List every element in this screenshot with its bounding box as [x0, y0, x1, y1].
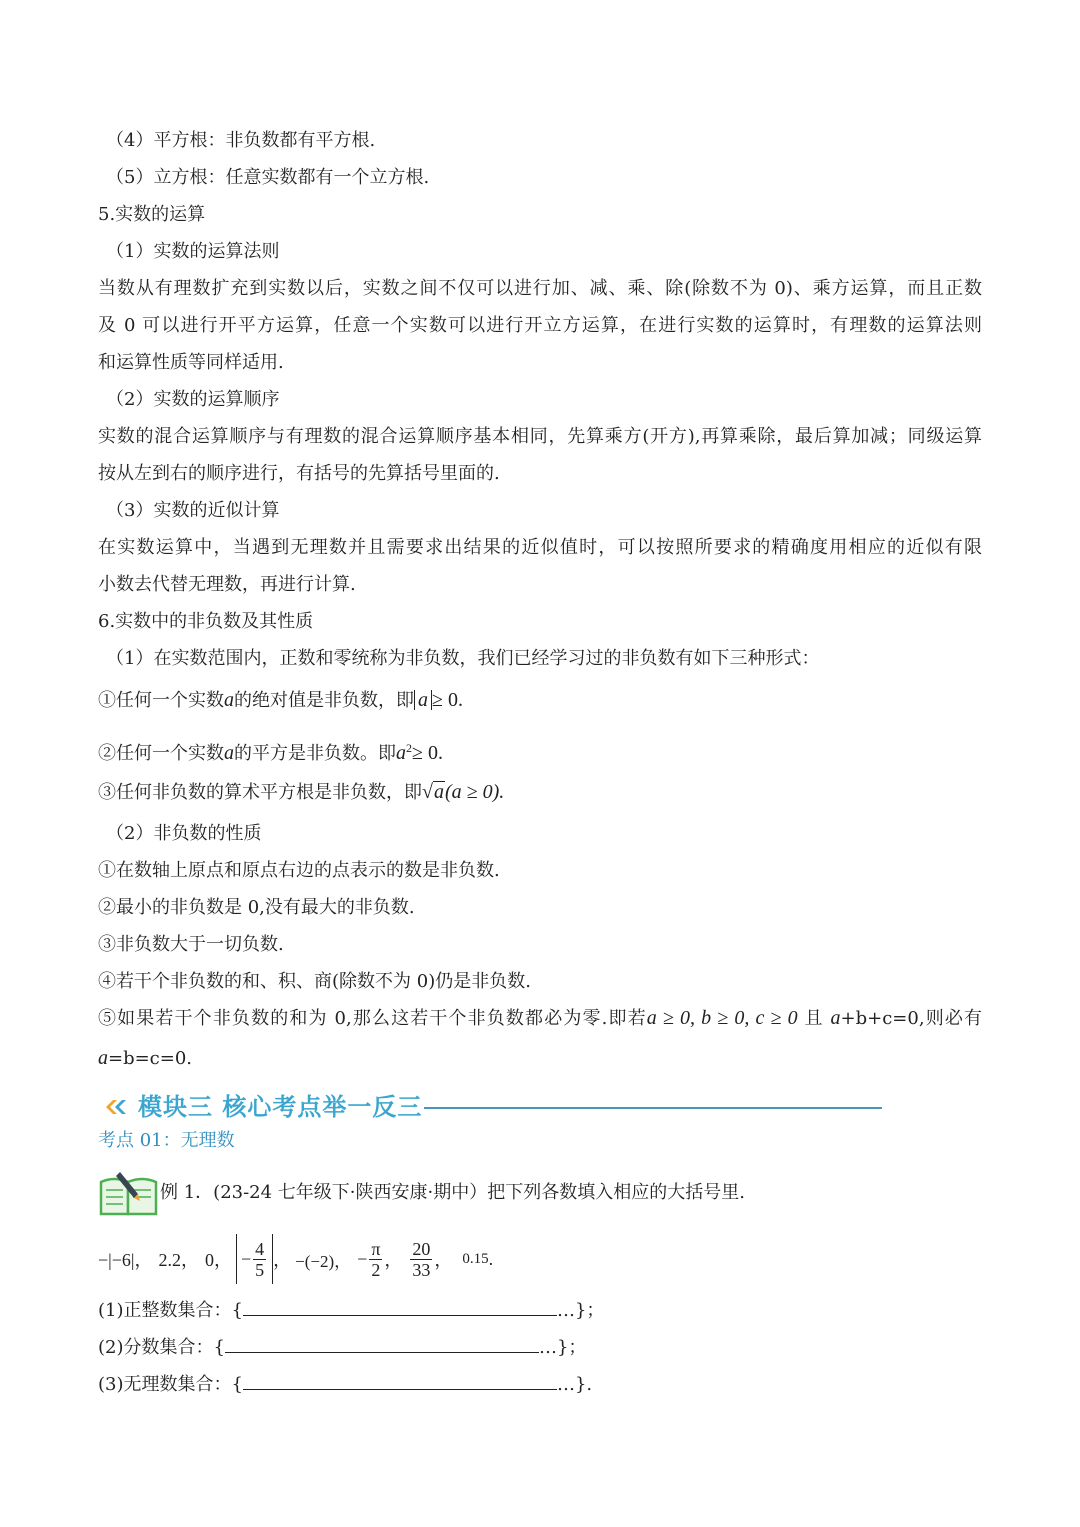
- separator: ，: [273, 1250, 292, 1270]
- formula-line: [98, 1040, 192, 1077]
- math-var: a: [224, 689, 234, 711]
- formula-line: [98, 682, 463, 719]
- book-icon: [98, 1168, 160, 1218]
- section-heading: [104, 1090, 784, 1126]
- fraction: [369, 1239, 382, 1280]
- text-line: （5）立方根：任意实数都有一个立方根.: [106, 167, 430, 188]
- text: 且: [804, 1008, 824, 1029]
- number: 2.2，: [158, 1250, 200, 1270]
- abs-value: a: [414, 690, 432, 710]
- set-label: (2)分数集合：{: [98, 1337, 225, 1358]
- paragraph-line: 在实数运算中，当遇到无理数并且需要求出结果的近似值时，可以按照所要求的精确度用相应的近似有限: [98, 537, 982, 558]
- text: =b=c=0.: [108, 1048, 193, 1069]
- set-label: (1)正整数集合：{: [98, 1300, 243, 1321]
- period: .: [488, 1248, 494, 1269]
- sign: −: [357, 1248, 368, 1269]
- number-list: [98, 1232, 493, 1286]
- sqrt-radicand: a: [433, 781, 444, 803]
- numerator: 20: [412, 1238, 431, 1259]
- text-line: ③非负数大于一切负数.: [98, 934, 284, 955]
- math-ineq: ≥ 0.: [412, 742, 443, 764]
- text: ③任何非负数的算术平方根是非负数，即: [98, 782, 422, 803]
- text-line: ①在数轴上原点和原点右边的点表示的数是非负数.: [98, 860, 500, 881]
- subsection-heading: 5.实数的运算: [98, 204, 206, 225]
- paragraph-line: 小数去代替无理数，再进行计算.: [98, 574, 356, 595]
- abs-fraction: [236, 1234, 273, 1284]
- sqrt-icon: √: [422, 781, 433, 803]
- text: 的平方是非负数。即: [234, 743, 396, 764]
- text: ⑤如果若干个非负数的和为 0,那么这若干个非负数都必为零.即若: [98, 1008, 647, 1029]
- paragraph-line: 实数的混合运算顺序与有理数的混合运算顺序基本相同，先算乘方(开方),再算乘除，最后算加减；同级运算: [98, 426, 982, 447]
- text-line: （3）实数的近似计算: [106, 500, 280, 521]
- text-line: ④若干个非负数的和、积、商(除数不为 0)仍是非负数.: [98, 971, 531, 992]
- section-title: 模块三 核心考点举一反三: [138, 1093, 423, 1121]
- answer-blank[interactable]: [243, 1369, 557, 1390]
- text-line: （1）实数的运算法则: [106, 241, 280, 262]
- denominator: 2: [371, 1259, 381, 1280]
- text: ②任何一个实数: [98, 743, 224, 764]
- text-line: （1）在实数范围内，正数和零统称为非负数，我们已经学习过的非负数有如下三种形式：: [106, 648, 820, 669]
- set-answer-2: [98, 1329, 586, 1366]
- set-answer-1: [98, 1292, 604, 1329]
- separator: ，: [434, 1250, 453, 1270]
- set-tail: …}.: [556, 1374, 593, 1395]
- set-tail: …}；: [538, 1337, 587, 1358]
- numerator: 4: [255, 1238, 265, 1259]
- text: +b+c=0,则必有: [840, 1008, 982, 1029]
- formula-line: [98, 1000, 982, 1037]
- answer-blank[interactable]: [225, 1332, 539, 1353]
- exponent: 2: [406, 741, 412, 755]
- formula-line: [98, 730, 443, 767]
- separator: ，: [384, 1250, 403, 1270]
- math-ineq: ≥ 0.: [432, 689, 463, 711]
- text-line: （4）平方根：非负数都有平方根.: [106, 130, 376, 151]
- set-label: (3)无理数集合：{: [98, 1374, 243, 1395]
- number: 0，: [205, 1250, 233, 1270]
- subsection-heading: 6.实数中的非负数及其性质: [98, 611, 314, 632]
- text: 的绝对值是非负数，即: [234, 690, 414, 711]
- fraction: [253, 1239, 266, 1280]
- math-var: a: [224, 742, 234, 764]
- math-cond: c ≥ 0: [755, 1007, 798, 1029]
- example-prompt: 例 1．(23-24 七年级下·陕西安康·期中）把下列各数填入相应的大括号里.: [160, 1182, 745, 1203]
- heading-rule: [424, 1107, 882, 1109]
- paragraph-line: 当数从有理数扩充到实数以后，实数之间不仅可以进行加、减、乘、除(除数不为 0)、乘方运算，而且正数: [98, 278, 982, 299]
- text-line: （2）非负数的性质: [106, 823, 262, 844]
- number: −(−2)，: [295, 1251, 352, 1271]
- set-answer-3: [98, 1366, 592, 1403]
- kaodian-label: 考点 01：无理数: [98, 1130, 235, 1151]
- set-tail: …}；: [556, 1300, 605, 1321]
- sign: −: [241, 1248, 252, 1269]
- math-condition: (a ≥ 0).: [444, 781, 505, 803]
- repeating-decimal: 0.15: [462, 1250, 489, 1267]
- text-line: ②最小的非负数是 0,没有最大的非负数.: [98, 897, 415, 918]
- formula-line: [98, 774, 504, 811]
- number: −|−6|，: [98, 1250, 153, 1270]
- answer-blank[interactable]: [243, 1295, 557, 1316]
- math-cond: b ≥ 0,: [701, 1007, 756, 1029]
- text-line: （2）实数的运算顺序: [106, 389, 280, 410]
- paragraph-line: 和运算性质等同样适用.: [98, 352, 284, 373]
- double-chevron-icon: [104, 1096, 132, 1118]
- denominator: 5: [255, 1259, 265, 1280]
- fraction: [410, 1239, 432, 1280]
- math-var: a: [830, 1007, 841, 1029]
- math-var: a: [98, 1047, 108, 1069]
- text: ①任何一个实数: [98, 690, 224, 711]
- paragraph-line: 按从左到右的顺序进行，有括号的先算括号里面的.: [98, 463, 500, 484]
- denominator: 33: [412, 1259, 431, 1280]
- math-cond: a ≥ 0,: [646, 1007, 702, 1029]
- paragraph-line: 及 0 可以进行开平方运算，任意一个实数可以进行开立方运算，在进行实数的运算时，有理数的运算法则: [98, 315, 982, 336]
- numerator: π: [371, 1238, 381, 1259]
- math-var: a: [396, 742, 406, 764]
